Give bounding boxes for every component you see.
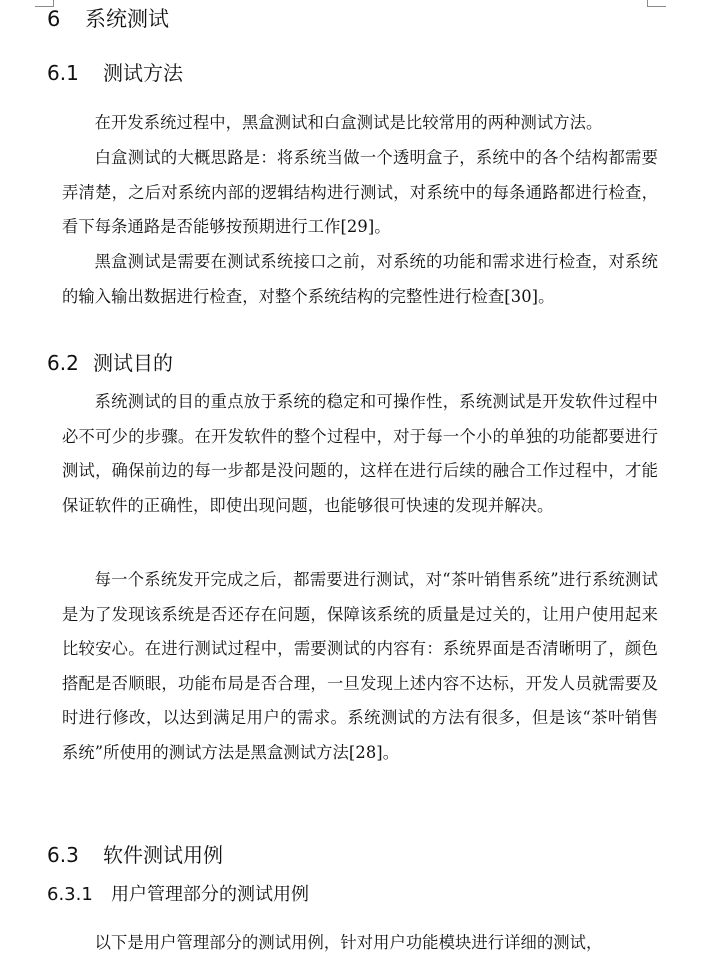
- subsection-title: 软件测试用例: [103, 843, 223, 867]
- subsection-heading-test-cases: [47, 840, 223, 870]
- subsection-heading-test-methods: [47, 58, 183, 88]
- section-heading: [47, 4, 169, 34]
- section-number: 6: [47, 7, 61, 31]
- paragraph-black-box-testing: 黑盒测试是需要在测试系统接口之前，对系统的功能和需求进行检查，对系统的输入输出数据进行检查，对整个系统结构的完整性进行检查[30]。: [62, 252, 658, 306]
- section-title: 系统测试: [85, 7, 169, 31]
- subsection-number: 6.3: [47, 843, 79, 867]
- paragraph-white-box-testing: 白盒测试的大概思路是：将系统当做一个透明盒子，系统中的各个结构都需要弄清楚，之后对系统内部的逻辑结构进行测试，对系统中的每条通路都进行检查，看下每条通路是否能够按预期进行工作[29]。: [62, 148, 658, 237]
- paragraph-test-purpose: 系统测试的目的重点放于系统的稳定和可操作性，系统测试是开发软件过程中必不可少的步骤。在开发软件的整个过程中，对于每一个小的单独的功能都要进行测试，确保前边的每一步都是没问题的，这样在进行后续的融合工作过程中，才能保证软件的正确性，即使出现问题，也能够很可快速的发现并解决。: [62, 392, 658, 515]
- subsection-number: 6.2: [47, 351, 79, 375]
- subsubsection-title: 用户管理部分的测试用例: [111, 884, 309, 905]
- subsubsection-number: 6.3.1: [47, 884, 93, 905]
- paragraph-user-management-test-cases: 以下是用户管理部分的测试用例，针对用户功能模块进行详细的测试，: [94, 933, 603, 952]
- subsection-number: 6.1: [47, 61, 79, 85]
- paragraph-tea-system-testing: 每一个系统发开完成之后，都需要进行测试，对“茶叶销售系统”进行系统测试是为了发现该系统是否还存在问题，保障该系统的质量是过关的，让用户使用起来比较安心。在进行测试过程中，需要测试的内容有：系统界面是否清晰明了，颜色搭配是否顺眼，功能布局是否合理，一旦发现上述内容不达标，开发人员就需要及时进行修改，以达到满足用户的需求。系统测试的方法有很多，但是该“茶叶销售系统”所使用的测试方法是黑盒测试方法[28]。: [62, 570, 658, 762]
- subsection-title: 测试方法: [103, 61, 183, 85]
- subsection-heading-test-purpose: [47, 348, 173, 378]
- subsection-title: 测试目的: [93, 351, 173, 375]
- subsubsection-heading-user-management: [47, 881, 309, 909]
- paragraph-test-methods-intro: 在开发系统过程中，黑盒测试和白盒测试是比较常用的两种测试方法。: [94, 113, 603, 132]
- page-corner-mark-right: [647, 0, 666, 7]
